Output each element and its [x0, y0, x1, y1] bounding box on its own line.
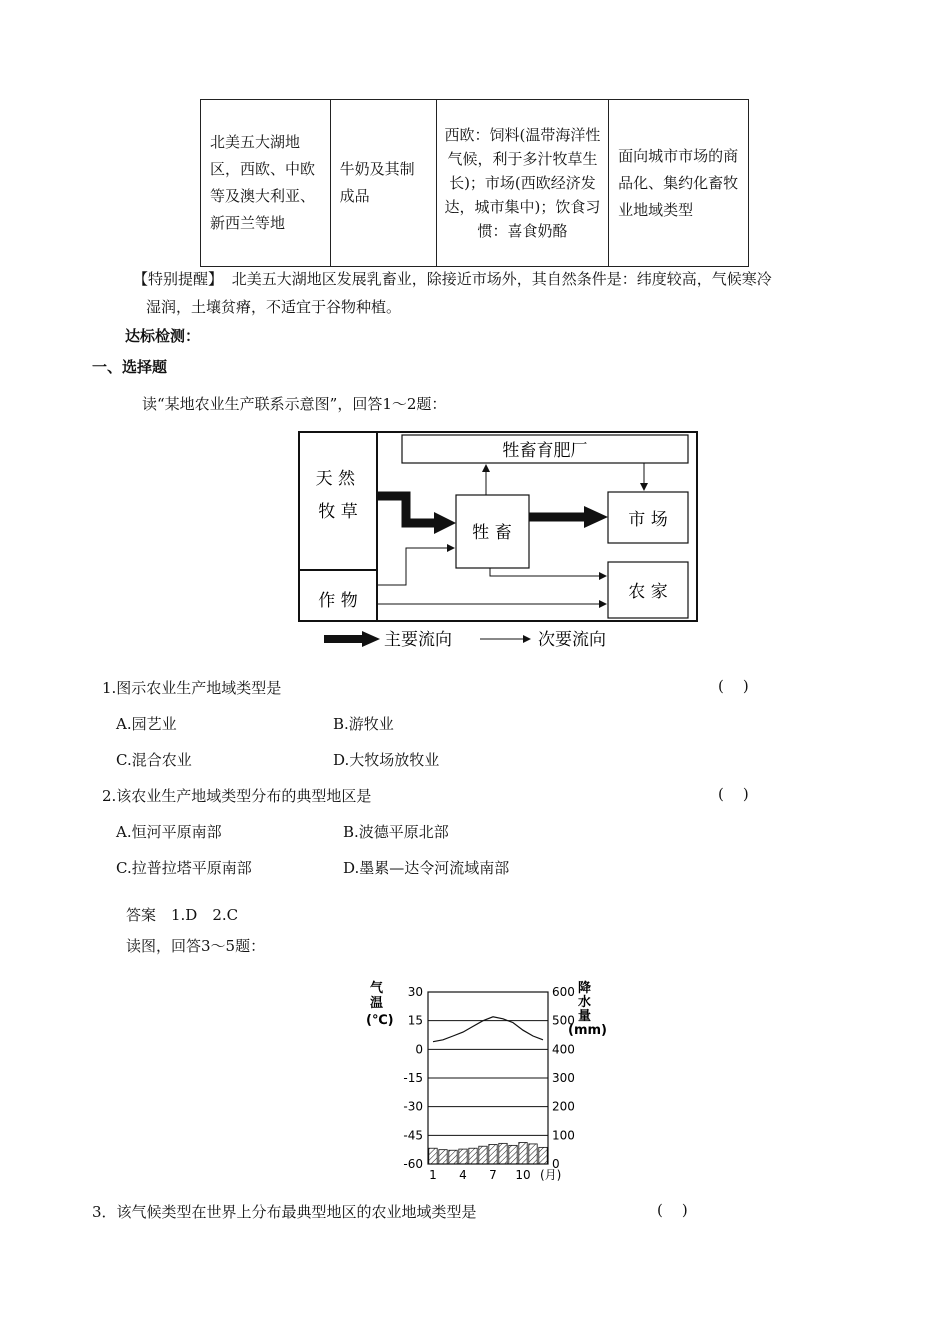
climate-chart — [360, 980, 610, 1190]
left-tick-label: 15 — [407, 1013, 423, 1028]
type-cell: 面向城市市场的商品化、集约化畜牧业地域类型 — [609, 100, 749, 267]
crops-label: 作 物 — [318, 591, 358, 611]
pasture-label-line-1: 天 然 — [315, 469, 355, 489]
precip-bar — [469, 1148, 477, 1164]
right-tick-label: 300 — [552, 1071, 575, 1085]
q2-option-a: A.恒河平原南部 — [116, 823, 222, 841]
question-intro-1: 读“某地农业生产联系示意图”，回答1～2题： — [142, 395, 447, 413]
precip-bar — [479, 1146, 487, 1164]
pasture-label-line-2: 牧 草 — [318, 502, 358, 522]
farm-label: 农 家 — [628, 582, 668, 602]
right-tick-label: 200 — [552, 1099, 575, 1114]
q1-stem: 1.图示农业生产地域类型是 — [102, 679, 282, 697]
left-tick-label: -15 — [403, 1071, 423, 1085]
x-tick-label: 1 — [429, 1168, 437, 1182]
livestock-label: 牲 畜 — [472, 523, 512, 543]
main-flow-arrowhead — [434, 512, 456, 534]
flow-livestock-farm — [490, 568, 606, 576]
precip-bar — [509, 1145, 517, 1164]
conditions-cell: 西欧：饲料(温带海洋性气候，利于多汁牧草生长)；市场(西欧经济发达，城市集中)；饮食习惯：喜食奶酪 — [436, 100, 608, 267]
precip-bar — [539, 1147, 547, 1164]
agriculture-type-table — [200, 99, 749, 267]
precip-bar — [499, 1143, 507, 1164]
precip-bar — [449, 1150, 457, 1164]
table-row — [201, 100, 749, 267]
q2-stem: 2.该农业生产地域类型分布的典型地区是 — [102, 787, 372, 805]
q1-option-d: D.大牧场放牧业 — [333, 751, 440, 769]
q2-answer-blank: ( ) — [718, 785, 749, 803]
precip-bar — [529, 1144, 537, 1164]
q1-option-b: B.游牧业 — [333, 715, 394, 733]
x-tick-label: 10 — [515, 1168, 531, 1182]
left-tick-label: -60 — [403, 1157, 423, 1171]
precip-bar — [519, 1143, 527, 1165]
tip-label: 【特别提醒】 — [133, 270, 224, 288]
legend-main-arrowhead — [362, 631, 380, 647]
q3-answer-blank: ( ) — [657, 1201, 688, 1219]
q1-answer-blank: ( ) — [718, 677, 749, 695]
pasture-label — [316, 469, 361, 522]
main-flow-pasture-livestock — [377, 496, 436, 523]
right-axis-title-4: (mm) — [568, 1023, 607, 1038]
tip-text-2: 湿润，土壤贫瘠，不适宜于谷物种植。 — [146, 298, 402, 316]
left-tick-label: -45 — [403, 1128, 423, 1143]
flow-crops-livestock — [377, 548, 454, 585]
right-tick-label: 0 — [552, 1157, 560, 1171]
q3-stem: 3．该气候类型在世界上分布最典型地区的农业地域类型是 — [92, 1203, 477, 1221]
left-tick-label: 0 — [415, 1042, 423, 1057]
right-tick-label: 100 — [552, 1128, 575, 1143]
answer-line: 答案 1.D 2.C — [126, 906, 239, 924]
left-axis-title-1: 气 — [370, 981, 384, 996]
product-cell: 牛奶及其制成品 — [330, 100, 436, 267]
x-tick-label: 7 — [489, 1168, 497, 1182]
agriculture-flow-diagram — [296, 428, 706, 654]
precip-bar — [429, 1148, 437, 1164]
precip-bar — [489, 1145, 497, 1164]
right-axis-title-2: 水 — [578, 995, 592, 1010]
right-tick-label: 400 — [552, 1042, 575, 1057]
section-choice-heading: 一、选择题 — [92, 358, 168, 376]
left-tick-label: 30 — [407, 985, 423, 999]
tip-text-1: 北美五大湖地区发展乳畜业，除接近市场外，其自然条件是：纬度较高，气候寒冷 — [231, 270, 772, 288]
x-tick-label: 4 — [459, 1168, 467, 1182]
right-axis-title-1: 降 — [578, 981, 592, 996]
right-axis-title-3: 量 — [578, 1009, 592, 1024]
section-test-heading: 达标检测： — [125, 327, 201, 345]
left-axis-title-2: 温 — [370, 996, 384, 1011]
q2-option-c: C.拉普拉塔平原南部 — [116, 859, 252, 877]
fertilizer-label: 牲畜育肥厂 — [502, 441, 588, 461]
tip-line-1 — [133, 268, 772, 289]
question-intro-2: 读图，回答3～5题： — [126, 937, 266, 955]
legend-secondary-label: 次要流向 — [538, 630, 606, 650]
right-tick-label: 600 — [552, 985, 575, 999]
q1-option-c: C.混合农业 — [116, 751, 192, 769]
q2-option-d: D.墨累—达令河流域南部 — [343, 859, 510, 877]
q2-option-b: B.波德平原北部 — [343, 823, 449, 841]
legend-main-label: 主要流向 — [384, 630, 452, 650]
right-tick-label: 500 — [552, 1013, 575, 1028]
market-label: 市 场 — [628, 510, 668, 530]
main-flow-arrowhead — [584, 506, 608, 528]
left-axis-title-3: (℃) — [366, 1013, 394, 1028]
precip-bar — [459, 1149, 467, 1164]
x-unit-label: (月) — [540, 1168, 562, 1182]
precip-bar — [439, 1150, 447, 1164]
region-cell: 北美五大湖地区，西欧、中欧等及澳大利亚、新西兰等地 — [201, 100, 331, 267]
q1-option-a: A.园艺业 — [116, 715, 177, 733]
left-tick-label: -30 — [403, 1099, 423, 1114]
